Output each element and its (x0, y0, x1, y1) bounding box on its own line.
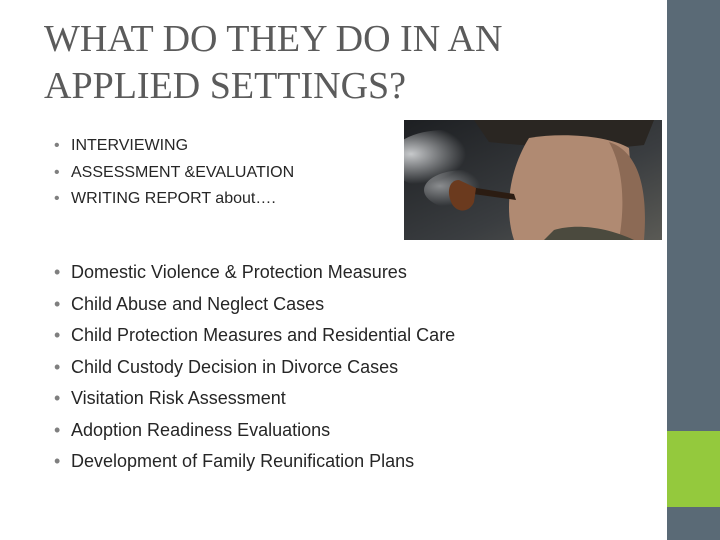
side-accent-block (667, 431, 720, 507)
primary-duties-list (44, 133, 294, 213)
list-item: • Child Protection Measures and Residential Care (44, 320, 455, 352)
list-item: • Child Abuse and Neglect Cases (44, 289, 455, 321)
title-line-2: APPLIED SETTINGS? (44, 65, 407, 107)
list-item: • Development of Family Reunification Plans (44, 446, 455, 478)
list-item: • Visitation Risk Assessment (44, 383, 455, 415)
detective-with-pipe-icon (404, 120, 662, 240)
applied-settings-list (44, 257, 455, 478)
detective-photo (404, 120, 662, 240)
title-line-1: WHAT DO THEY DO IN AN (44, 18, 503, 60)
list-item: • WRITING REPORT about…. (44, 186, 294, 213)
slide-title (44, 16, 644, 110)
list-item: • Child Custody Decision in Divorce Cases (44, 352, 455, 384)
list-item: • Adoption Readiness Evaluations (44, 415, 455, 447)
list-item: • INTERVIEWING (44, 133, 294, 160)
list-item: • Domestic Violence & Protection Measures (44, 257, 455, 289)
list-item: • ASSESSMENT &EVALUATION (44, 160, 294, 187)
